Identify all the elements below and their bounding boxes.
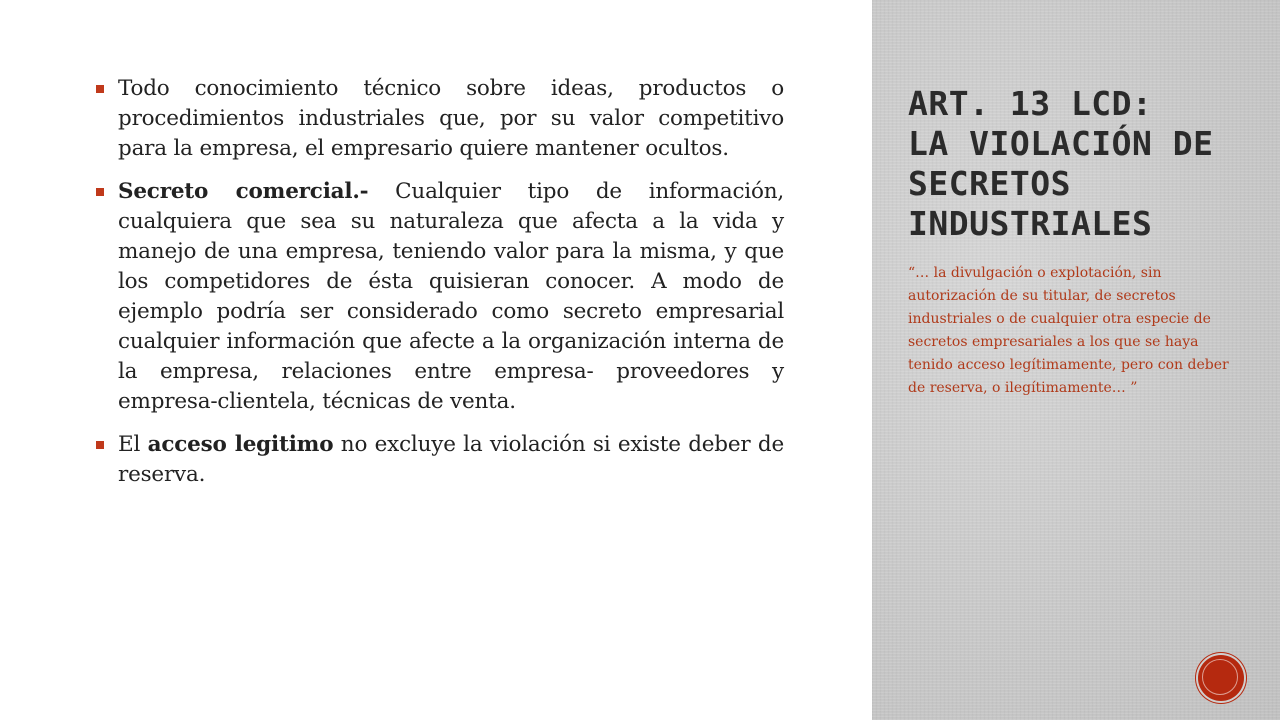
bullet-text-segment: Todo conocimiento técnico sobre ideas, productos o procedimientos industriales que, por su valor competitivo para la empresa, el empresario quiere mantener ocultos. bbox=[118, 76, 784, 161]
legal-quote: “… la divulgación o explotación, sin autorización de su titular, de secretos industriales o de cualquier otra especie de secretos empresariales a los que se haya tenido acceso legítimamente, pero con deber de reserva, o ilegítimamente… ” bbox=[908, 265, 1229, 396]
slide-title bbox=[908, 84, 1268, 244]
bullet-text-bold: acceso legitimo bbox=[147, 432, 334, 457]
title-line: LA VIOLACIÓN DE bbox=[908, 124, 1214, 163]
bullet-text-segment: El bbox=[118, 432, 148, 457]
side-panel bbox=[872, 0, 1280, 720]
bullet-item bbox=[96, 74, 784, 164]
bullet-text bbox=[118, 76, 784, 161]
title-line: SECRETOS bbox=[908, 164, 1071, 203]
circle-nav-icon bbox=[1202, 659, 1238, 695]
bullet-text-segment: no excluye la violación si existe deber de reserva. bbox=[118, 432, 784, 487]
square-bullet-icon bbox=[96, 441, 104, 449]
bullet-text-bold: Secreto comercial.- bbox=[118, 179, 369, 204]
square-bullet-icon bbox=[96, 188, 104, 196]
bullet-list bbox=[96, 74, 784, 490]
title-line: ART. 13 LCD: bbox=[908, 84, 1153, 123]
main-content bbox=[96, 74, 784, 503]
title-line: INDUSTRIALES bbox=[908, 204, 1153, 243]
circle-nav-button[interactable] bbox=[1198, 655, 1244, 701]
square-bullet-icon bbox=[96, 85, 104, 93]
bullet-item bbox=[96, 430, 784, 490]
bullet-text-segment: Cualquier tipo de información, cualquiera que sea su naturaleza que afecta a la vida y manejo de una empresa, teniendo valor para la misma, y que los competidores de ésta quisieran conocer. A modo de ejemplo podría ser considerado como secreto empresarial cualquier información que afecte a la organización interna de la empresa, relaciones entre empresa- proveedores y empresa-clientela, técnicas de venta. bbox=[118, 179, 784, 414]
bullet-text bbox=[118, 432, 784, 487]
bullet-item bbox=[96, 177, 784, 417]
bullet-text bbox=[118, 179, 784, 414]
